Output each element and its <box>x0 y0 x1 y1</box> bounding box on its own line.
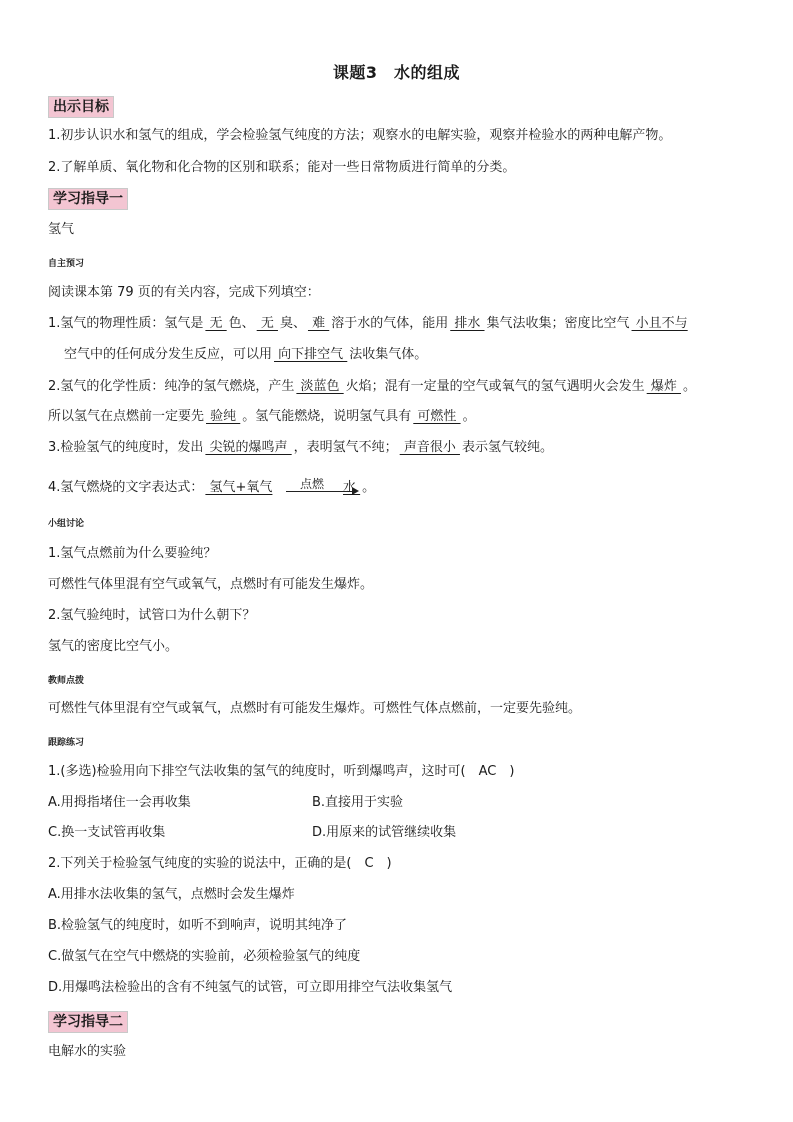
page-title: 课题3 水的组成 <box>332 63 461 82</box>
q1-text-a: 1.氢气的物理性质：氢气是 <box>48 316 204 331</box>
q2-line2-text-a: 所以氢气在点燃前一定要先 <box>48 409 205 424</box>
goal-item-1: 1.初步认识水和氢气的组成，学会检验氢气纯度的方法；观察水的电解实验，观察并检验水的两种电解产物。 <box>48 128 672 143</box>
q2-blank-4: 可燃性 <box>413 409 461 424</box>
question-chemical-properties-line-2 <box>48 408 476 426</box>
question-purity-test <box>48 439 553 457</box>
practice-q1-option-a: A.用拇指堵住一会再收集 <box>48 795 191 810</box>
practice-q2-option-c: C.做氢气在空气中燃烧的实验前，必须检验氢气的纯度 <box>48 949 361 964</box>
q1-blank-2: 无 <box>256 316 278 331</box>
section-tag-guide-2: 学习指导二 <box>48 1011 128 1033</box>
question-chemical-properties <box>48 378 696 396</box>
q1-blank-3: 难 <box>307 316 330 331</box>
q3-text-c: 表示氢气较纯。 <box>461 440 553 455</box>
q1-blank-5: 小且不与 <box>631 316 688 331</box>
q1-text-e: 集气法收集；密度比空气 <box>486 316 630 331</box>
practice-question-2: 2.下列关于检验氢气纯度的实验的说法中，正确的是( C ) <box>48 856 392 871</box>
discuss-answer-2: 氢气的密度比空气小。 <box>48 639 179 654</box>
practice-q2-option-a: A.用排水法收集的氢气，点燃时会发生爆炸 <box>48 887 295 902</box>
q2-blank-1: 淡蓝色 <box>296 379 344 394</box>
q3-text-a: 3.检验氢气的纯度时，发出 <box>48 440 204 455</box>
question-word-equation-product <box>341 479 375 497</box>
question-word-equation <box>48 479 274 497</box>
q2-line2-text-b: 。氢气能燃烧，说明氢气具有 <box>242 409 412 424</box>
q1-blank-6: 向下排空气 <box>274 347 348 362</box>
discuss-answer-1: 可燃性气体里混有空气或氧气，点燃时有可能发生爆炸。 <box>48 577 374 592</box>
discuss-question-1: 1.氢气点燃前为什么要验纯？ <box>48 546 217 561</box>
preview-intro: 阅读课本第 79 页的有关内容，完成下列填空： <box>48 285 320 300</box>
q4-text-c: 。 <box>362 480 376 495</box>
q1-blank-1: 无 <box>205 316 227 331</box>
practice-q1-option-c: C.换一支试管再收集 <box>48 825 166 840</box>
q1-text-c: 臭、 <box>279 316 306 331</box>
section-tag-goal: 出示目标 <box>48 96 114 118</box>
practice-question-1: 1.(多选)检验用向下排空气法收集的氢气的纯度时，听到爆鸣声，这时可( AC ) <box>48 764 515 779</box>
subtag-practice: 跟踪练习 <box>48 738 85 748</box>
topic-hydrogen: 氢气 <box>48 222 75 237</box>
section-tag-guide-1: 学习指导一 <box>48 188 128 210</box>
goal-item-2: 2.了解单质、氧化物和化合物的区别和联系；能对一些日常物质进行简单的分类。 <box>48 160 516 175</box>
practice-q1-option-d: D.用原来的试管继续收集 <box>312 825 457 840</box>
reaction-condition: 点燃 <box>300 477 325 491</box>
practice-q2-option-b: B.检验氢气的纯度时，如听不到响声，说明其纯净了 <box>48 918 348 933</box>
q1-line2-text-b: 法收集气体。 <box>349 347 428 362</box>
question-physical-properties <box>48 315 690 333</box>
q3-blank-1: 尖锐的爆鸣声 <box>205 440 292 455</box>
q3-text-b: ，表明氢气不纯； <box>293 440 398 455</box>
q4-reactants: 氢气+氧气 <box>205 480 273 495</box>
discuss-question-2: 2.氢气验纯时，试管口为什么朝下？ <box>48 608 256 623</box>
practice-q2-option-d: D.用爆鸣法检验出的含有不纯氢气的试管，可立即用排空气法收集氢气 <box>48 980 453 995</box>
q4-text-a: 4.氢气燃烧的文字表达式： <box>48 480 204 495</box>
topic-electrolysis: 电解水的实验 <box>48 1044 127 1059</box>
q2-text-b: 火焰；混有一定量的空气或氧气的氢气遇明火会发生 <box>345 379 645 394</box>
q2-text-a: 2.氢气的化学性质：纯净的氢气燃烧，产生 <box>48 379 295 394</box>
q1-text-d: 溶于水的气体，能用 <box>331 316 449 331</box>
q2-text-c: 。 <box>682 379 696 394</box>
question-physical-properties-line-2 <box>64 346 427 364</box>
q3-blank-2: 声音很小 <box>399 440 460 455</box>
q2-line2-text-c: 。 <box>462 409 476 424</box>
practice-q1-option-b: B.直接用于实验 <box>312 795 404 810</box>
q1-text-b: 色、 <box>228 316 255 331</box>
subtag-discuss: 小组讨论 <box>48 519 85 529</box>
teacher-note: 可燃性气体里混有空气或氧气，点燃时有可能发生爆炸。可燃性气体点燃前，一定要先验纯。 <box>48 701 582 716</box>
q1-blank-4: 排水 <box>450 316 485 331</box>
subtag-teacher: 教师点拨 <box>48 676 85 686</box>
q2-blank-2: 爆炸 <box>646 379 681 394</box>
q2-blank-3: 验纯 <box>206 409 241 424</box>
q1-line2-text-a: 空气中的任何成分发生反应，可以用 <box>64 347 273 362</box>
subtag-preview: 自主预习 <box>48 259 85 269</box>
q4-product: 水 <box>343 480 361 495</box>
